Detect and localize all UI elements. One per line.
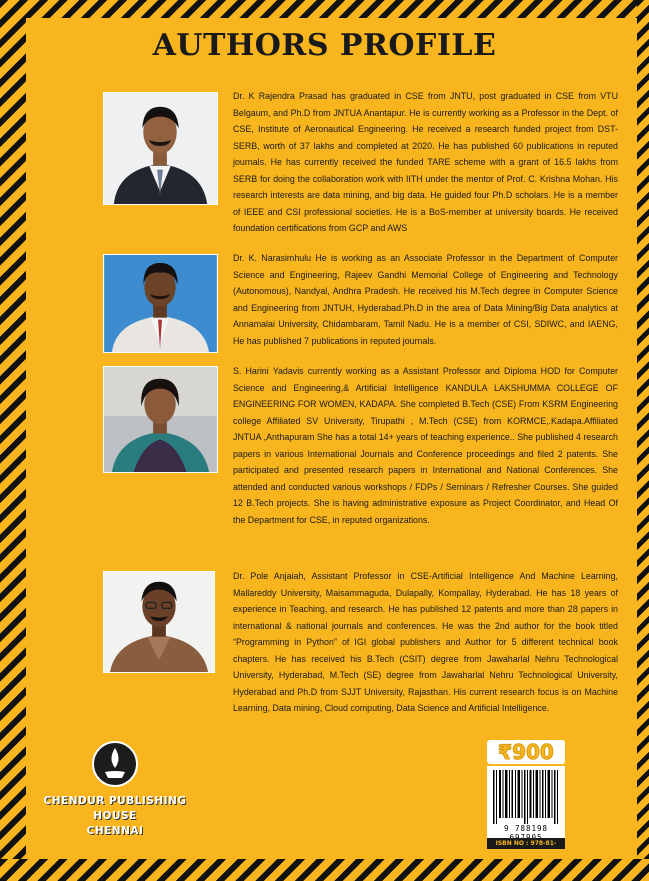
publisher-lamp-logo-icon <box>91 740 139 788</box>
hazard-stripe-right <box>637 0 649 881</box>
price-badge <box>487 740 565 764</box>
author-bio-3: S. Harini Yadavis currently working as a Assistant Professor and Diploma HOD for Computer Science and Engineering,& Artificial Intelligence KANDULA LAKSHUMMA COLLEGE OF ENGINEERING FOR WOMEN, KADAPA. She completed B.Tech (CSE) From KSRM Engineering college Affiliated SV University, Tirupathi , M.Tech (CSE) from KORMCE,.Kadapa.Affiliated JNTUA ,Anthapuram She has a total 14+ years of teaching experience.. She published 4 research papers in various International Journals and Conference proceedings and filed 2 patents. She participated and presented research papers in International and National Conferences. She attended and conducted various workshops / FDPs / Seminars / Refresher Courses. She guided 12 B.Tech projects. She is having administrative exposure as Project Coordinator, and Head Of the Department for CSE, in reputed organizations. <box>233 366 618 525</box>
page-title: AUTHORS PROFILE <box>152 28 497 63</box>
author-bio-1: Dr. K Rajendra Prasad has graduated in CSE from JNTU, post graduated in CSE from VTU Belgaum, and Ph.D from JNTUA Anantapur. He is currently working as a Professor in the Dept. of CSE, Institute of Aeronautical Engineering. He received a research funded project from DST-SERB, worth of 37 lakhs and completed at 2020. He has published 60 publications in reputed journals. He has currently received the funded TARE scheme with a grant of 16.5 lakhs from SERB for doing the collaboration work with IITH under the mentor of Prof. C. Krishna Mohan. His research interests are data mining, and big data. He guided four Ph.D scholars. He is a member of IEEE and CSI professional societies. He is a BoS-member at university boards. He received foundation certifications from GCP and AWS <box>233 91 618 233</box>
author-portrait-1-icon <box>103 92 218 205</box>
author-portrait-3-icon <box>103 366 218 473</box>
hazard-stripe-top <box>0 0 649 18</box>
price-label: ₹900 <box>498 740 554 764</box>
publisher-city: CHENNAI <box>86 825 144 837</box>
barcode-icon <box>491 770 561 824</box>
author-bio-4: Dr. Pole Anjaiah, Assistant Professor in CSE-Artificial Intelligence And Machine Learning, Mallareddy University, Maisammaguda, Dulapally, Kompallay, Hyderabad. He has 18 years of experience in Teaching, and research. He has published 12 patents and more than 28 papers in international & national journals and conferences. He was the 2nd author for the book titled “Programming in Python” of IGI global publishers and Author for 5 different technical book chapters. He has received his B.Tech (CSIT) degree from Jawaharlal Nehru Technological University, Hyderabad, M.Tech (SE) degree from Jawaharlal Nehru Technological University, Hyderabad and Ph.D from SJJT University, Rajasthan. His current research focus is on Machine Learning, Data mining, Cloud computing, Data Science and Artificial Intelligence. <box>233 571 618 713</box>
author-portrait-4-icon <box>103 571 215 673</box>
publisher-block <box>30 740 200 839</box>
hazard-stripe-bottom <box>0 859 649 881</box>
author-portrait-2-icon <box>103 254 218 353</box>
publisher-name: CHENDUR PUBLISHING HOUSE <box>43 795 187 822</box>
isbn-label: ISBN NO : 978-81-986979-0-5 <box>487 838 565 849</box>
author-bio-2: Dr. K. Narasimhulu He is working as an Associate Professor in the Department of Computer Science and Engineering, Rajeev Gandhi Memorial College of Engineering and Technology (Autonomous), Nandyal, Andhra Pradesh. He received his M.Tech degree in Computer Science and Engineering from JNTUH, Hyderabad.Ph.D in the area of Data Mining/Big Data analytics at Annamalai University, Chidambaram, Tamil Nadu. He is a member of CSI, SDIWC, and IAENG, He has published 7 publications in reputed journals. <box>233 253 618 346</box>
barcode-digits: 9 788198 <box>503 824 549 833</box>
hazard-stripe-left <box>0 0 26 881</box>
barcode-panel <box>487 766 565 846</box>
